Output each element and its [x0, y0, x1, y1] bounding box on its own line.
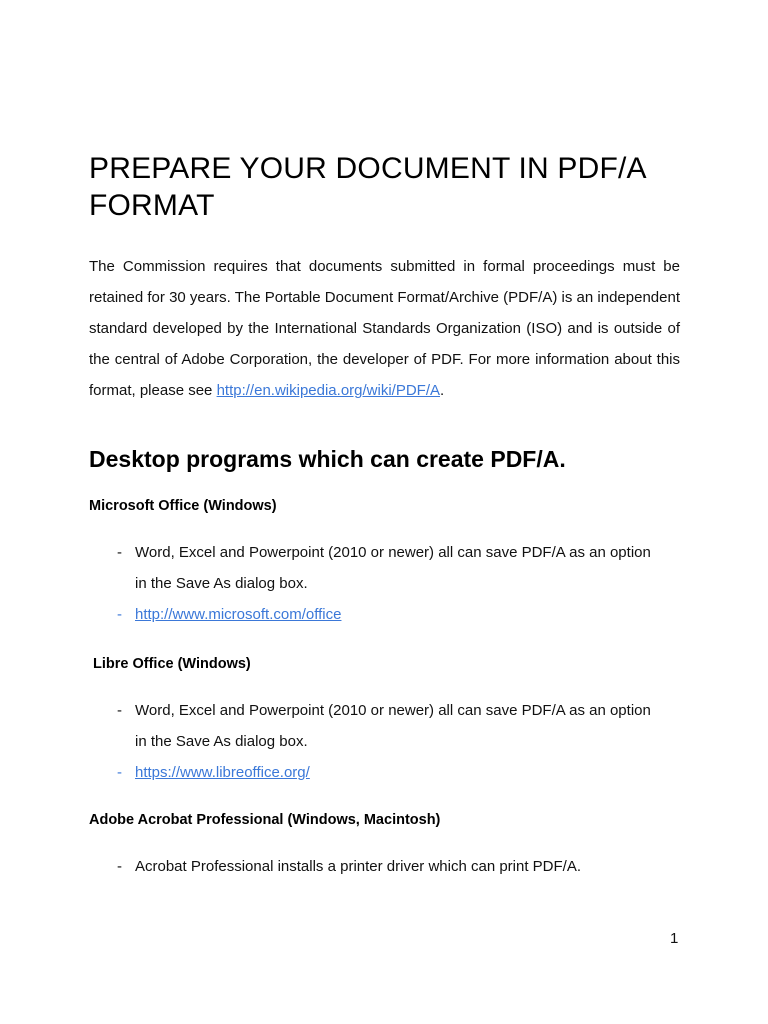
bullet-dash: -: [117, 702, 122, 719]
program-heading-libre-office: Libre Office (Windows): [93, 656, 251, 672]
intro-paragraph: [89, 251, 680, 406]
libre-office-link[interactable]: https://www.libreoffice.org/: [135, 764, 310, 781]
list-item: [117, 757, 655, 788]
microsoft-office-link[interactable]: http://www.microsoft.com/office: [135, 606, 342, 623]
program-heading-microsoft-office: Microsoft Office (Windows): [89, 498, 277, 514]
bullet-dash: -: [117, 858, 122, 875]
list-item: [117, 851, 655, 882]
page-title: PREPARE YOUR DOCUMENT IN PDF/A FORMAT: [89, 152, 646, 222]
bullet-dash: -: [117, 544, 122, 561]
program-list-adobe-acrobat: [89, 851, 655, 882]
program-list-libre-office: [89, 695, 655, 788]
intro-text: The Commission requires that documents submitted in formal proceedings must be retained for 30 years. The Portable Document Format/Archive (PDF/A) is an independent standard developed by the International Standards Organization (ISO) and is outside of the central of Adobe Corporation, the developer of PDF. For more information about this format, please see: [89, 258, 680, 399]
bullet-dash: -: [117, 764, 122, 781]
bullet-dash: -: [117, 606, 122, 623]
page-number: 1: [670, 930, 679, 947]
program-heading-adobe-acrobat: Adobe Acrobat Professional (Windows, Macintosh): [89, 812, 441, 828]
document-body: [89, 150, 680, 882]
program-list-microsoft-office: [89, 537, 655, 630]
list-item: [117, 537, 655, 599]
list-item: [117, 599, 655, 630]
list-item: [117, 695, 655, 757]
program-description: Word, Excel and Powerpoint (2010 or newer) all can save PDF/A as an option in the Save As dialog box.: [135, 544, 651, 592]
program-description: Acrobat Professional installs a printer driver which can print PDF/A.: [135, 858, 582, 875]
section-heading: Desktop programs which can create PDF/A.: [89, 446, 566, 472]
intro-end: .: [440, 382, 445, 399]
program-description: Word, Excel and Powerpoint (2010 or newer) all can save PDF/A as an option in the Save As dialog box.: [135, 702, 651, 750]
wikipedia-link[interactable]: http://en.wikipedia.org/wiki/PDF/A: [216, 382, 441, 399]
